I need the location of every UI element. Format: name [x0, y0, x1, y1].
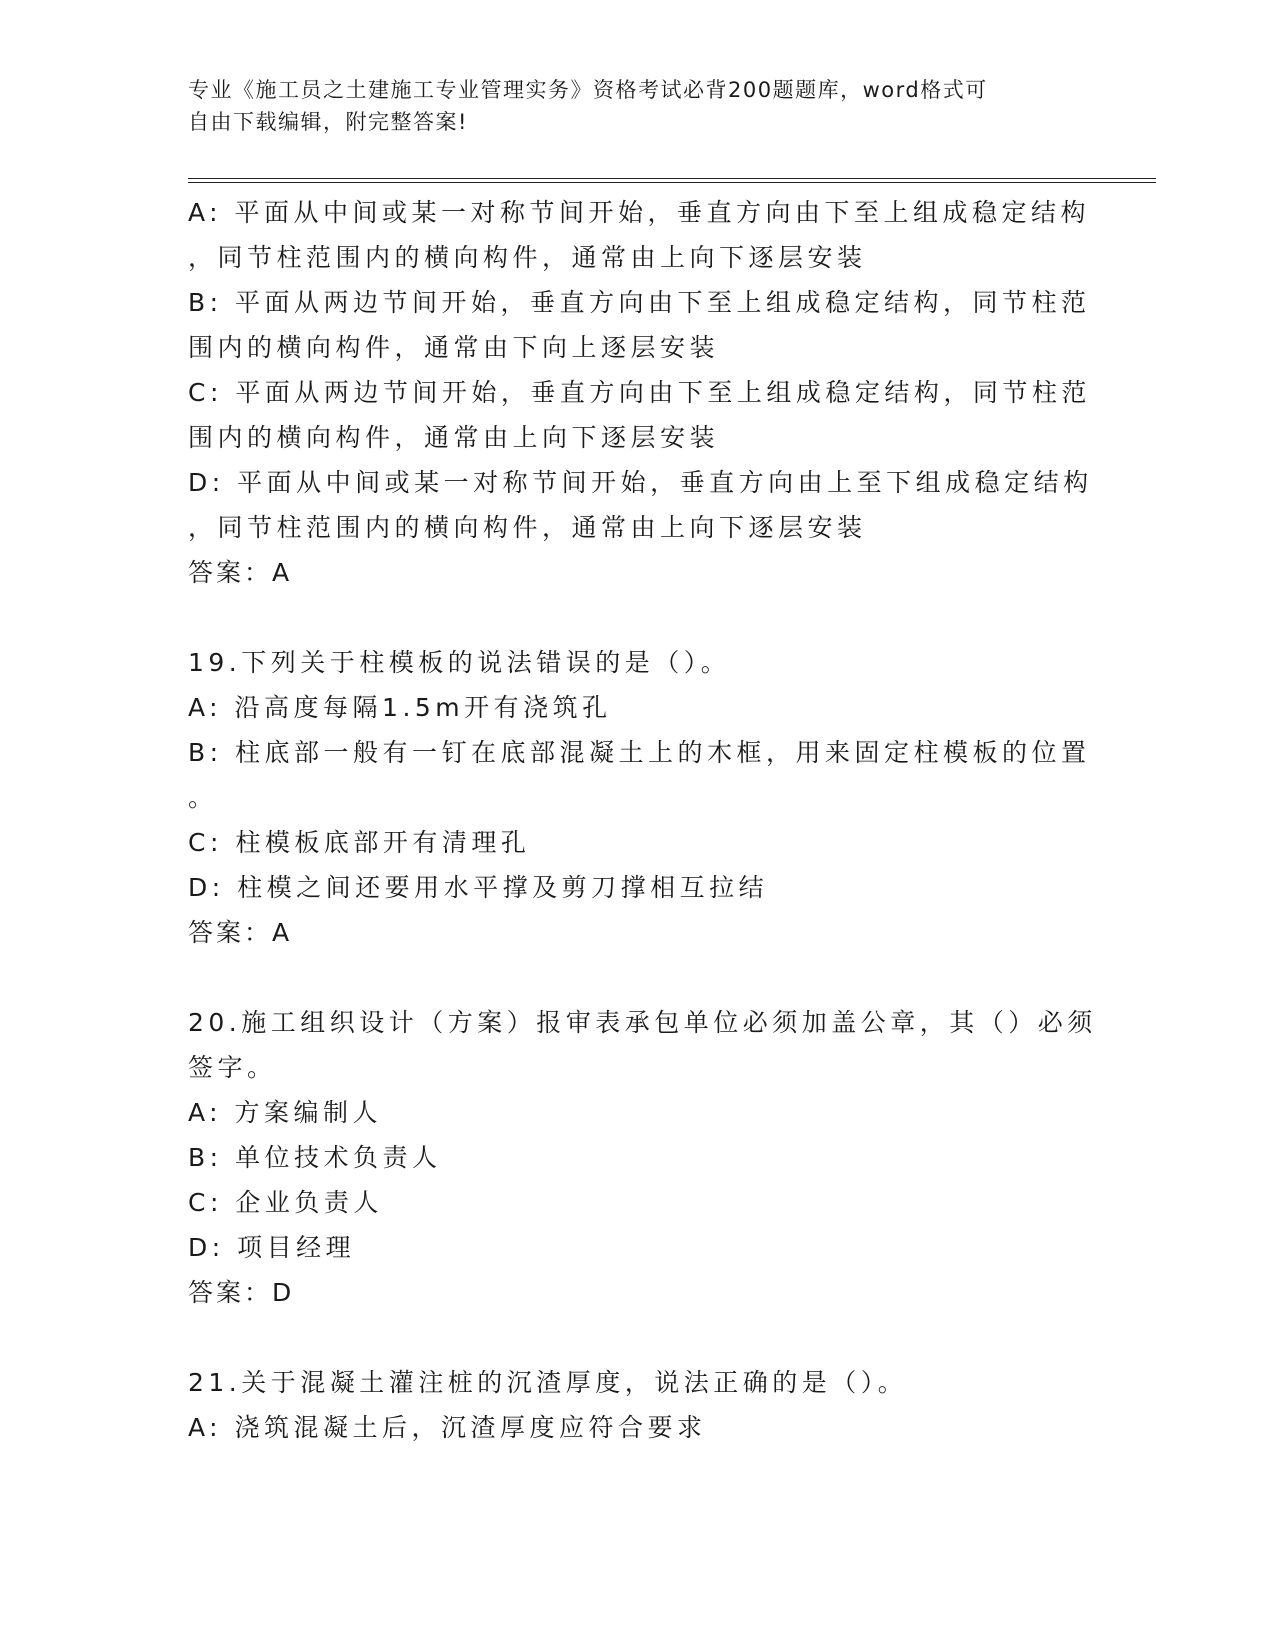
option-b-line-1: B: 平面从两边节间开始，垂直方向由下至上组成稳定结构，同节柱范	[188, 288, 1091, 317]
option-c: C: 企业负责人	[188, 1188, 383, 1217]
question-text: 21.关于混凝土灌注桩的沉渣厚度，说法正确的是（）。	[188, 1368, 908, 1397]
option-c-line-2: 围内的横向构件，通常由上向下逐层安装	[188, 423, 720, 452]
option-c: C: 柱模板底部开有清理孔	[188, 828, 531, 857]
spacer	[188, 596, 1078, 640]
question-content	[188, 190, 1097, 1450]
option-c-line-1: C: 平面从两边节间开始，垂直方向由下至上组成稳定结构，同节柱范	[188, 378, 1091, 407]
option-d: D: 项目经理	[188, 1233, 356, 1262]
option-b-line-2: 围内的横向构件，通常由下向上逐层安装	[188, 333, 720, 362]
option-b-line-1: B: 柱底部一般有一钉在底部混凝土上的木框，用来固定柱模板的位置	[188, 738, 1091, 767]
question-text-line-2: 签字。	[188, 1053, 277, 1082]
question-19-block	[188, 640, 1091, 956]
question-text: 19.下列关于柱模板的说法错误的是（）。	[188, 648, 731, 677]
option-a: A: 浇筑混凝土后，沉渣厚度应符合要求	[188, 1413, 707, 1442]
option-a-line-2: ，同节柱范围内的横向构件，通常由上向下逐层安装	[188, 243, 867, 272]
question-20-block	[188, 1000, 1097, 1316]
header-line-2: 自由下载编辑，附完整答案!	[188, 110, 468, 134]
option-d: D: 柱模之间还要用水平撑及剪刀撑相互拉结	[188, 873, 769, 902]
option-b: B: 单位技术负责人	[188, 1143, 442, 1172]
header-double-rule	[188, 178, 1156, 183]
answer-line: 答案：A	[188, 918, 293, 947]
option-d-line-2: ，同节柱范围内的横向构件，通常由上向下逐层安装	[188, 513, 867, 542]
question-text-line-1: 20.施工组织设计（方案）报审表承包单位必须加盖公章，其（）必须	[188, 1008, 1097, 1037]
option-d-line-1: D: 平面从中间或某一对称节间开始，垂直方向由上至下组成稳定结构	[188, 468, 1093, 497]
document-header	[188, 74, 1088, 138]
option-a-line-1: A: 平面从中间或某一对称节间开始，垂直方向由下至上组成稳定结构	[188, 198, 1091, 227]
option-a: A: 沿高度每隔1.5m开有浇筑孔	[188, 693, 612, 722]
answer-line: 答案：D	[188, 1278, 295, 1307]
question-21-block	[188, 1360, 1078, 1450]
question-18-block	[188, 190, 1093, 596]
answer-line: 答案：A	[188, 558, 293, 587]
header-line-1: 专业《施工员之土建施工专业管理实务》资格考试必背200题题库，word格式可	[188, 78, 988, 102]
spacer	[188, 1316, 1078, 1360]
option-a: A: 方案编制人	[188, 1098, 383, 1127]
option-b-line-2: 。	[188, 783, 218, 812]
spacer	[188, 956, 1078, 1000]
